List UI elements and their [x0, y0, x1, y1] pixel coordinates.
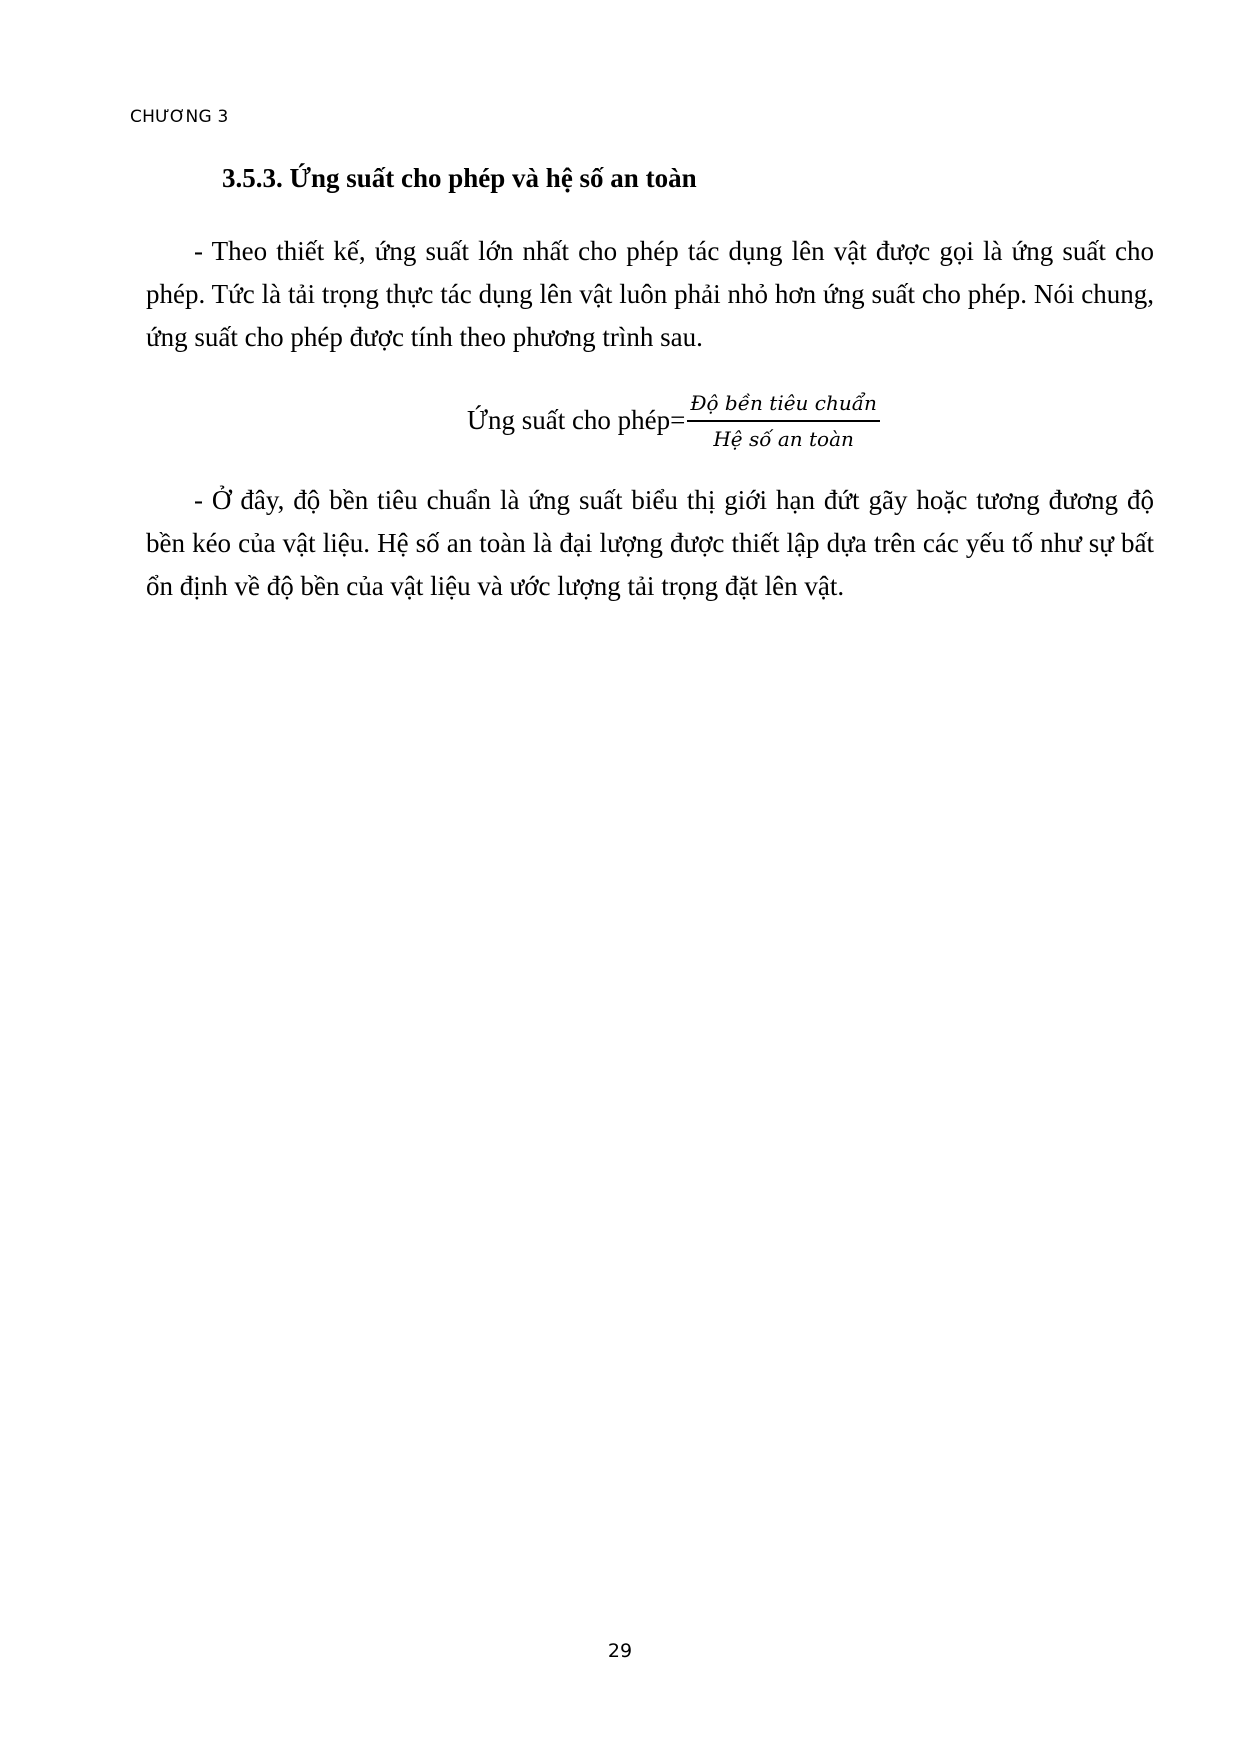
allowable-stress-formula — [467, 390, 880, 452]
section-heading: 3.5.3. Ứng suất cho phép và hệ số an toàn — [222, 163, 697, 193]
formula-lhs: Ứng suất cho phép= — [467, 405, 686, 436]
chapter-header: CHƯƠNG 3 — [130, 107, 229, 127]
formula-denominator: Hệ số an toàn — [713, 426, 854, 451]
paragraph-2: - Ở đây, độ bền tiêu chuẩn là ứng suất biểu thị giới hạn đứt gãy hoặc tương đương độ bền kéo của vật liệu. Hệ số an toàn là đại lượng được thiết lập dựa trên các yếu tố như sự bất ổn định về độ bền của vật liệu và ước lượng tải trọng đặt lên vật. — [146, 485, 1154, 601]
page-number: 29 — [607, 1640, 633, 1662]
formula-numerator: Độ bền tiêu chuẩn — [690, 391, 877, 415]
paragraph-1: - Theo thiết kế, ứng suất lớn nhất cho phép tác dụng lên vật được gọi là ứng suất cho phép. Tức là tải trọng thực tác dụng lên vật luôn phải nhỏ hơn ứng suất cho phép. Nói chung, ứng suất cho phép được tính theo phương trình sau. — [146, 236, 1154, 352]
formula-fraction — [687, 390, 880, 452]
fraction-bar — [687, 420, 880, 422]
